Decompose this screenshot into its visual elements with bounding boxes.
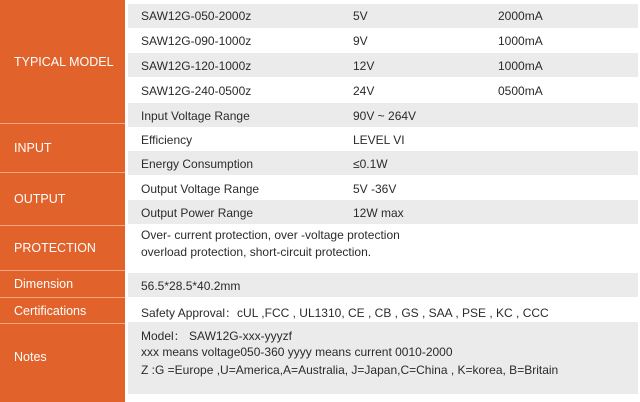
notes-line: Z :G =Europe ,U=America,A=Australia, J=Japan,C=China , K=korea, B=Britain — [141, 363, 559, 377]
model-current: 1000mA — [498, 34, 543, 48]
model-voltage: 12V — [353, 59, 375, 73]
notes-block — [128, 322, 638, 394]
table-row — [128, 273, 638, 297]
certifications-value: Safety Approval：cUL ,FCC , UL1310, CE , CB , GS , SAA , PSE , KC , CCC — [141, 306, 549, 320]
spec-value: 12W max — [353, 206, 404, 220]
spec-name: Energy Consumption — [141, 157, 254, 171]
label-notes: Notes — [14, 350, 47, 364]
model-name: SAW12G-120-1000z — [141, 59, 252, 73]
protection-line: overload protection, short-circuit protection. — [141, 245, 372, 259]
label-protection: PROTECTION — [14, 241, 96, 255]
model-voltage: 5V — [353, 9, 368, 23]
model-current: 2000mA — [498, 9, 543, 23]
spec-value: ≤0.1W — [353, 157, 388, 171]
spec-name: Input Voltage Range — [141, 109, 250, 123]
spec-name: Output Voltage Range — [141, 182, 260, 196]
protection-line: Over- current protection, over -voltage protection — [141, 228, 400, 242]
table-row — [128, 298, 638, 322]
label-dimension: Dimension — [14, 277, 74, 291]
model-current: 1000mA — [498, 59, 543, 73]
label-certifications: Certifications — [14, 303, 87, 318]
model-voltage: 24V — [353, 84, 375, 98]
table-row — [128, 53, 638, 77]
table-row — [128, 200, 638, 224]
table-row — [128, 127, 638, 151]
label-input: INPUT — [14, 141, 52, 155]
model-voltage: 9V — [353, 34, 368, 48]
notes-line: Model： SAW12G-xxx-yyyzf — [141, 329, 292, 343]
model-name: SAW12G-090-1000z — [141, 34, 252, 48]
table-row — [128, 151, 638, 175]
protection-block — [128, 224, 638, 268]
spec-name: Efficiency — [141, 133, 193, 147]
model-name: SAW12G-240-0500z — [141, 84, 252, 98]
spec-name: Output Power Range — [141, 206, 254, 220]
model-current: 0500mA — [498, 84, 543, 98]
table-row — [128, 176, 638, 200]
spec-value: LEVEL VI — [353, 133, 405, 147]
table-row — [128, 78, 638, 102]
table-row — [128, 28, 638, 52]
notes-line: xxx means voltage050-360 yyyy means current 0010-2000 — [141, 345, 453, 359]
label-output: OUTPUT — [14, 192, 66, 206]
label-typical-model: TYPICAL MODEL — [14, 54, 114, 69]
model-name: SAW12G-050-2000z — [141, 9, 252, 23]
spec-value: 5V -36V — [353, 182, 397, 196]
spec-value: 90V ~ 264V — [353, 109, 417, 123]
table-row — [128, 103, 638, 127]
table-row — [128, 4, 638, 28]
dimension-value: 56.5*28.5*40.2mm — [141, 279, 241, 293]
